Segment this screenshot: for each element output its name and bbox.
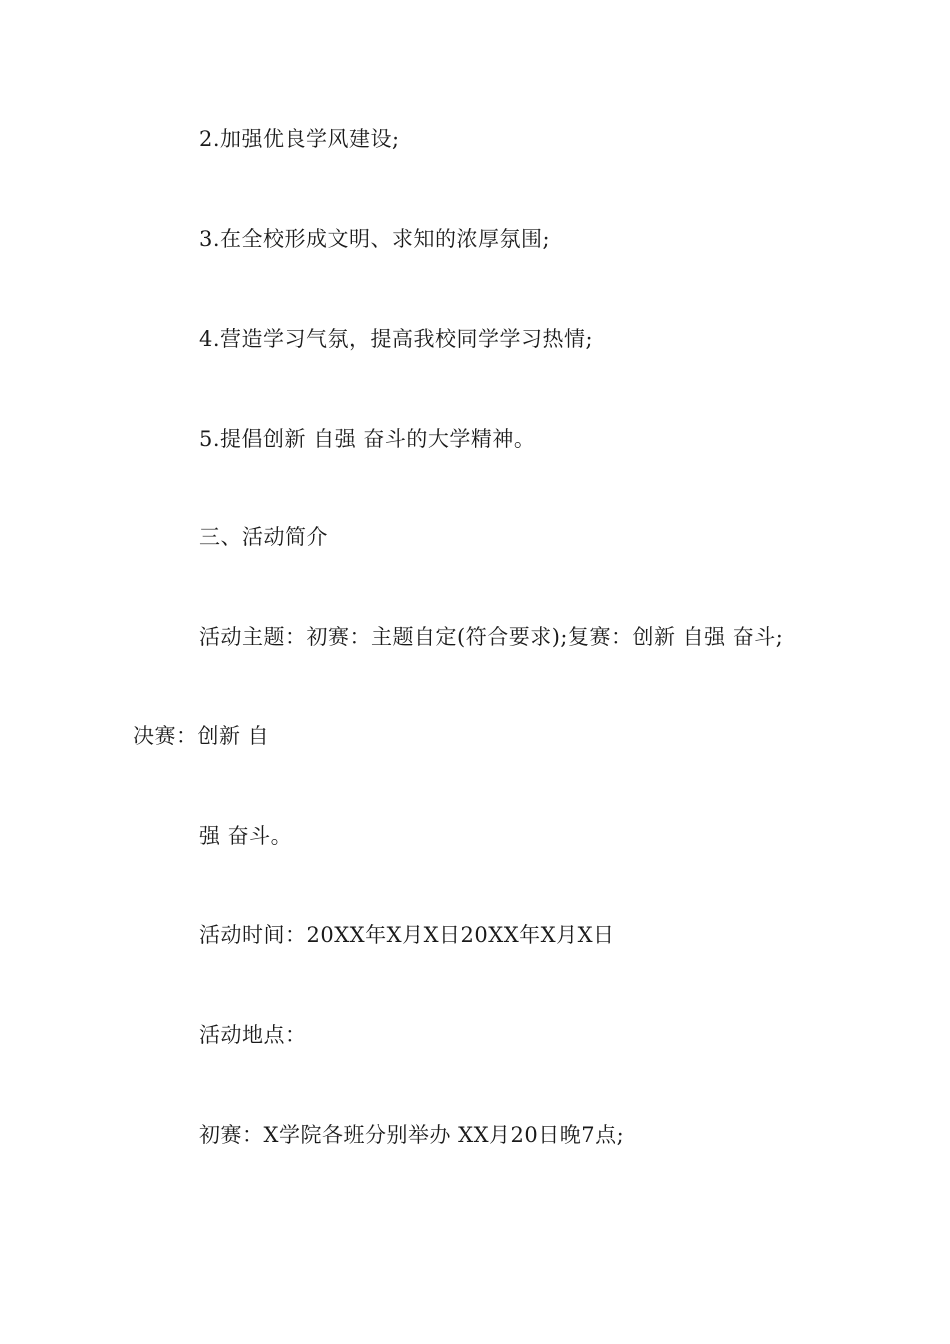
goal-item-5: 5.提倡创新 自强 奋斗的大学精神。 xyxy=(199,427,536,451)
activity-time-line: 活动时间：20XX年X月X日20XX年X月X日 xyxy=(199,923,615,947)
activity-location-label: 活动地点： xyxy=(199,1023,307,1047)
goal-item-2: 2.加强优良学风建设; xyxy=(199,127,400,151)
preliminary-round-line: 初赛：X学院各班分别举办 XX月20日晚7点; xyxy=(199,1123,625,1147)
activity-theme-line: 活动主题：初赛：主题自定(符合要求);复赛：创新 自强 奋斗; xyxy=(199,625,784,649)
section-heading-activity-intro: 三、活动简介 xyxy=(199,525,328,549)
activity-theme-final-line: 决赛：创新 自 xyxy=(133,724,270,748)
goal-item-3: 3.在全校形成文明、求知的浓厚氛围; xyxy=(199,227,551,251)
activity-theme-final-continued: 强 奋斗。 xyxy=(199,824,293,848)
goal-item-4: 4.营造学习气氛，提高我校同学学习热情; xyxy=(199,327,594,351)
